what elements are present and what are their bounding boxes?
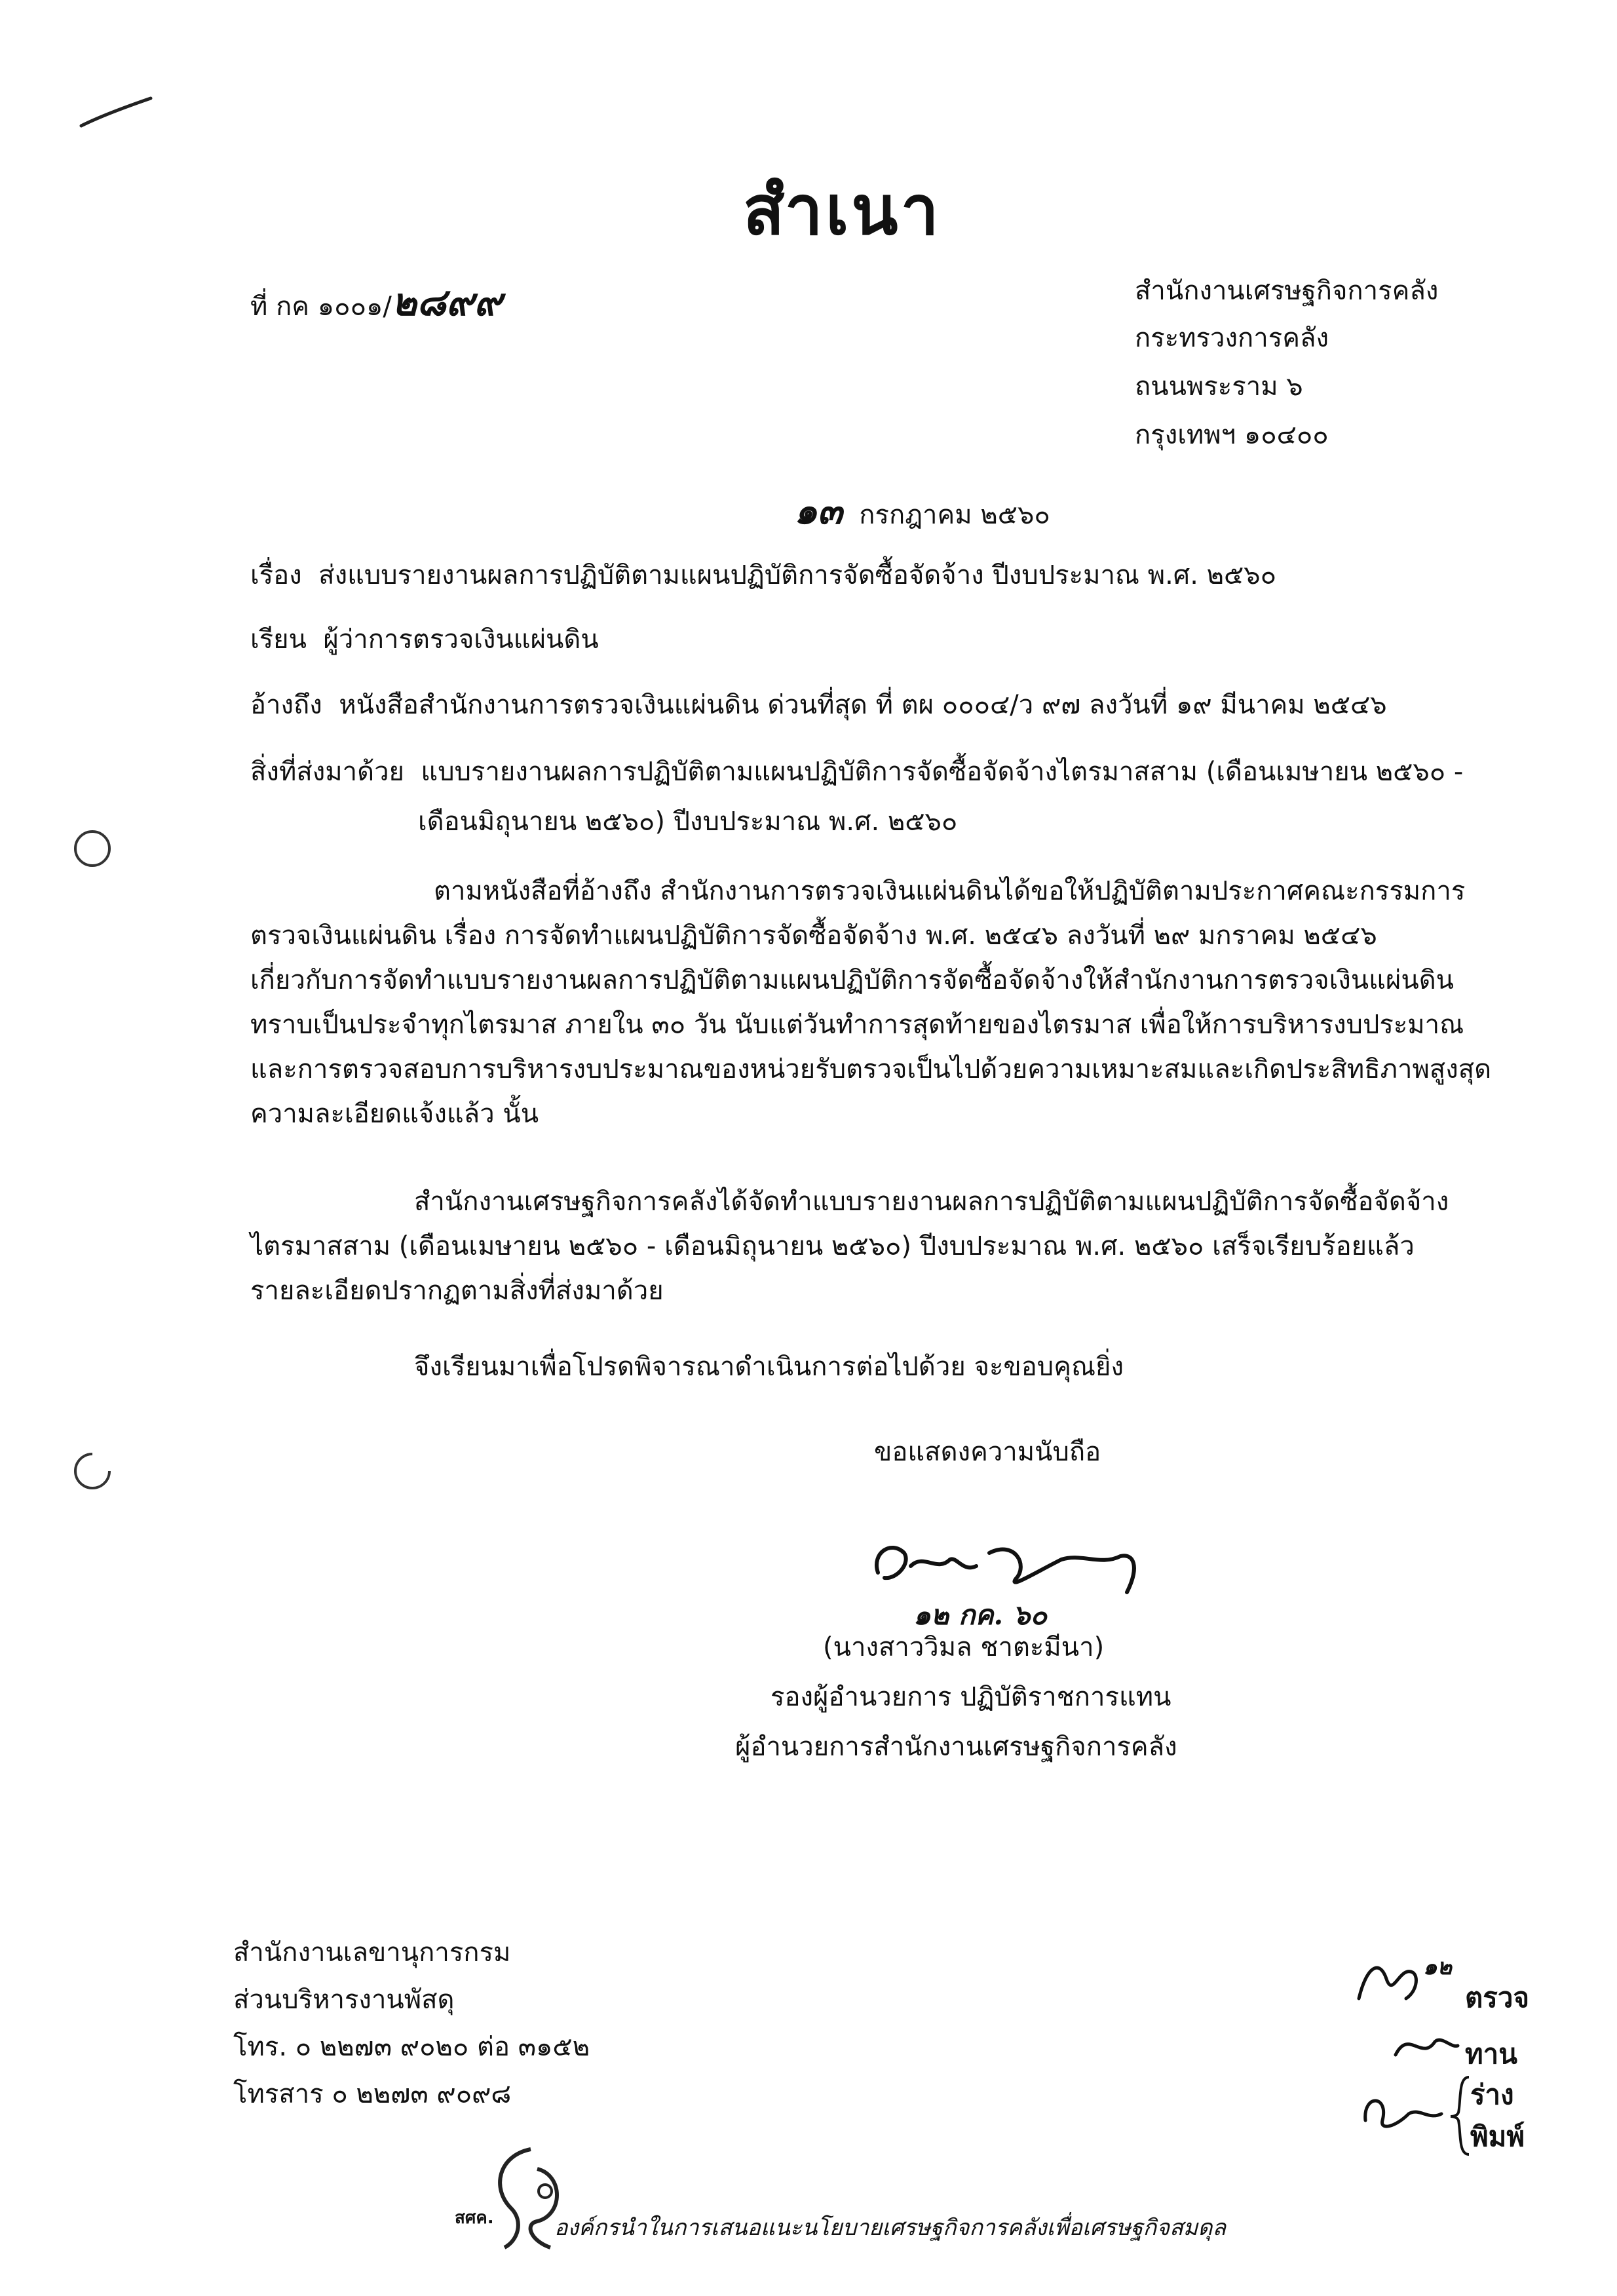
routing-check-label: ตรวจ — [1465, 1981, 1530, 2014]
issuer-line-2: กระทรวงการคลัง — [1135, 323, 1329, 353]
paragraph-1-line: ความละเอียดแจ้งแล้ว นั้น — [250, 1099, 539, 1129]
contact-line-4: โทรสาร ๐ ๒๒๗๓ ๙๐๙๘ — [233, 2079, 512, 2109]
signatory-title-2: ผู้อำนวยการสำนักงานเศรษฐกิจการคลัง — [735, 1732, 1177, 1762]
issuer-line-3: ถนนพระราม ๖ — [1135, 372, 1303, 402]
paragraph-2-line: สำนักงานเศรษฐกิจการคลังได้จัดทำแบบรายงานผลการปฏิบัติตามแผนปฏิบัติการจัดซื้อจัดจ้าง — [414, 1187, 1449, 1217]
subject-label: เรื่อง — [250, 560, 302, 590]
enclosure-text-1: แบบรายงานผลการปฏิบัติตามแผนปฏิบัติการจัดซื้อจัดจ้างไตรมาสสาม (เดือนเมษายน ๒๕๖๐ - — [421, 757, 1464, 787]
document-number-handwritten: ๒๘๙๙ — [391, 280, 502, 324]
initials-review-scribble — [1389, 2022, 1461, 2068]
copy-stamp: สำเนา — [743, 170, 942, 250]
subject-line — [250, 562, 1276, 588]
initials-draft-scribble — [1356, 2081, 1461, 2140]
pen-stroke-mark — [79, 92, 157, 131]
issuer-line-4: กรุงเทพฯ ๑๐๔๐๐ — [1135, 420, 1329, 450]
initials-check-scribble — [1354, 1953, 1426, 2012]
closing-phrase: ขอแสดงความนับถือ — [874, 1437, 1101, 1467]
routing-draft-label: ร่าง — [1470, 2078, 1514, 2111]
signatory-name: (นางสาววิมล ชาตะมีนา) — [823, 1632, 1105, 1662]
punch-hole-bottom — [69, 1448, 115, 1494]
contact-line-2: ส่วนบริหารงานพัสดุ — [233, 1985, 455, 2015]
date-day-handwritten: ๑๓ — [794, 489, 843, 533]
routing-check-note: ๑๒ — [1423, 1954, 1452, 1980]
fpo-logo-text: สศค. — [455, 2208, 494, 2228]
reference-line — [250, 692, 1387, 718]
enclosure-line-1 — [250, 759, 1463, 785]
enclosure-label: สิ่งที่ส่งมาด้วย — [250, 757, 404, 787]
subject-text: ส่งแบบรายงานผลการปฏิบัติตามแผนปฏิบัติการจัดซื้อจัดจ้าง ปีงบประมาณ พ.ศ. ๒๕๖๐ — [318, 560, 1277, 590]
recipient-line — [250, 626, 599, 653]
contact-line-1: สำนักงานเลขานุการกรม — [233, 1938, 511, 1968]
routing-brace — [1447, 2073, 1473, 2158]
issuer-line-1: สำนักงานเศรษฐกิจการคลัง — [1135, 276, 1439, 306]
punch-hole-top — [69, 826, 115, 871]
paragraph-2-line: ไตรมาสสาม (เดือนเมษายน ๒๕๖๐ - เดือนมิถุนายน ๒๕๖๐) ปีงบประมาณ พ.ศ. ๒๕๖๐ เสร็จเรียบร้อยแล้ว — [250, 1231, 1415, 1261]
paragraph-1-line: ตามหนังสือที่อ้างถึง สำนักงานการตรวจเงินแผ่นดินได้ขอให้ปฏิบัติตามประกาศคณะกรรมการ — [434, 876, 1466, 906]
signature-handwritten-date: ๑๒ กค. ๖๐ — [913, 1599, 1048, 1631]
paragraph-1-line: ทราบเป็นประจำทุกไตรมาส ภายใน ๓๐ วัน นับแต่วันทำการสุดท้ายของไตรมาส เพื่อให้การบริหารงบประมาณ — [250, 1010, 1464, 1040]
footer-slogan: องค์กรนำในการเสนอแนะนโยบายเศรษฐกิจการคลังเพื่อเศรษฐกิจสมดุล — [554, 2215, 1227, 2241]
paragraph-1-line: ตรวจเงินแผ่นดิน เรื่อง การจัดทำแผนปฏิบัติการจัดซื้อจัดจ้าง พ.ศ. ๒๕๔๖ ลงวันที่ ๒๙ มกราคม ๒๕๔๖ — [250, 921, 1377, 951]
document-number — [250, 280, 502, 324]
paragraph-1-line: เกี่ยวกับการจัดทำแบบรายงานผลการปฏิบัติตามแผนปฏิบัติการจัดซื้อจัดจ้างให้สำนักงานการตรวจเงินแผ่นดิน — [250, 965, 1455, 995]
routing-review-label: ทาน — [1465, 2038, 1517, 2070]
contact-line-3: โทร. ๐ ๒๒๗๓ ๙๐๒๐ ต่อ ๓๑๕๒ — [233, 2032, 590, 2062]
body-paragraph-2 — [250, 1179, 1449, 1313]
signatory-title-1: รองผู้อำนวยการ ปฏิบัติราชการแทน — [770, 1682, 1171, 1712]
date-month-year: กรกฎาคม ๒๕๖๐ — [859, 500, 1050, 530]
reference-text: หนังสือสำนักงานการตรวจเงินแผ่นดิน ด่วนที่สุด ที่ ตผ ๐๐๐๔/ว ๙๗ ลงวันที่ ๑๙ มีนาคม ๒๕๔๖ — [339, 690, 1387, 720]
paragraph-1-line: และการตรวจสอบการบริหารงบประมาณของหน่วยรับตรวจเป็นไปด้วยความเหมาะสมและเกิดประสิทธิภาพสูงสุด — [250, 1054, 1492, 1084]
enclosure-line-2: เดือนมิถุนายน ๒๕๖๐) ปีงบประมาณ พ.ศ. ๒๕๖๐ — [418, 807, 958, 837]
recipient-label: เรียน — [250, 624, 307, 655]
paragraph-2-line: รายละเอียดปรากฏตามสิ่งที่ส่งมาด้วย — [250, 1276, 664, 1306]
letter-date — [794, 489, 1050, 533]
body-paragraph-3: จึงเรียนมาเพื่อโปรดพิจารณาดำเนินการต่อไปด้วย จะขอบคุณยิ่ง — [414, 1352, 1124, 1382]
routing-print-label: พิมพ์ — [1470, 2120, 1525, 2152]
body-paragraph-1 — [250, 869, 1491, 1136]
document-number-prefix: ที่ กค ๑๐๐๑/ — [250, 292, 392, 322]
recipient-text: ผู้ว่าการตรวจเงินแผ่นดิน — [323, 624, 599, 655]
reference-label: อ้างถึง — [250, 690, 322, 720]
